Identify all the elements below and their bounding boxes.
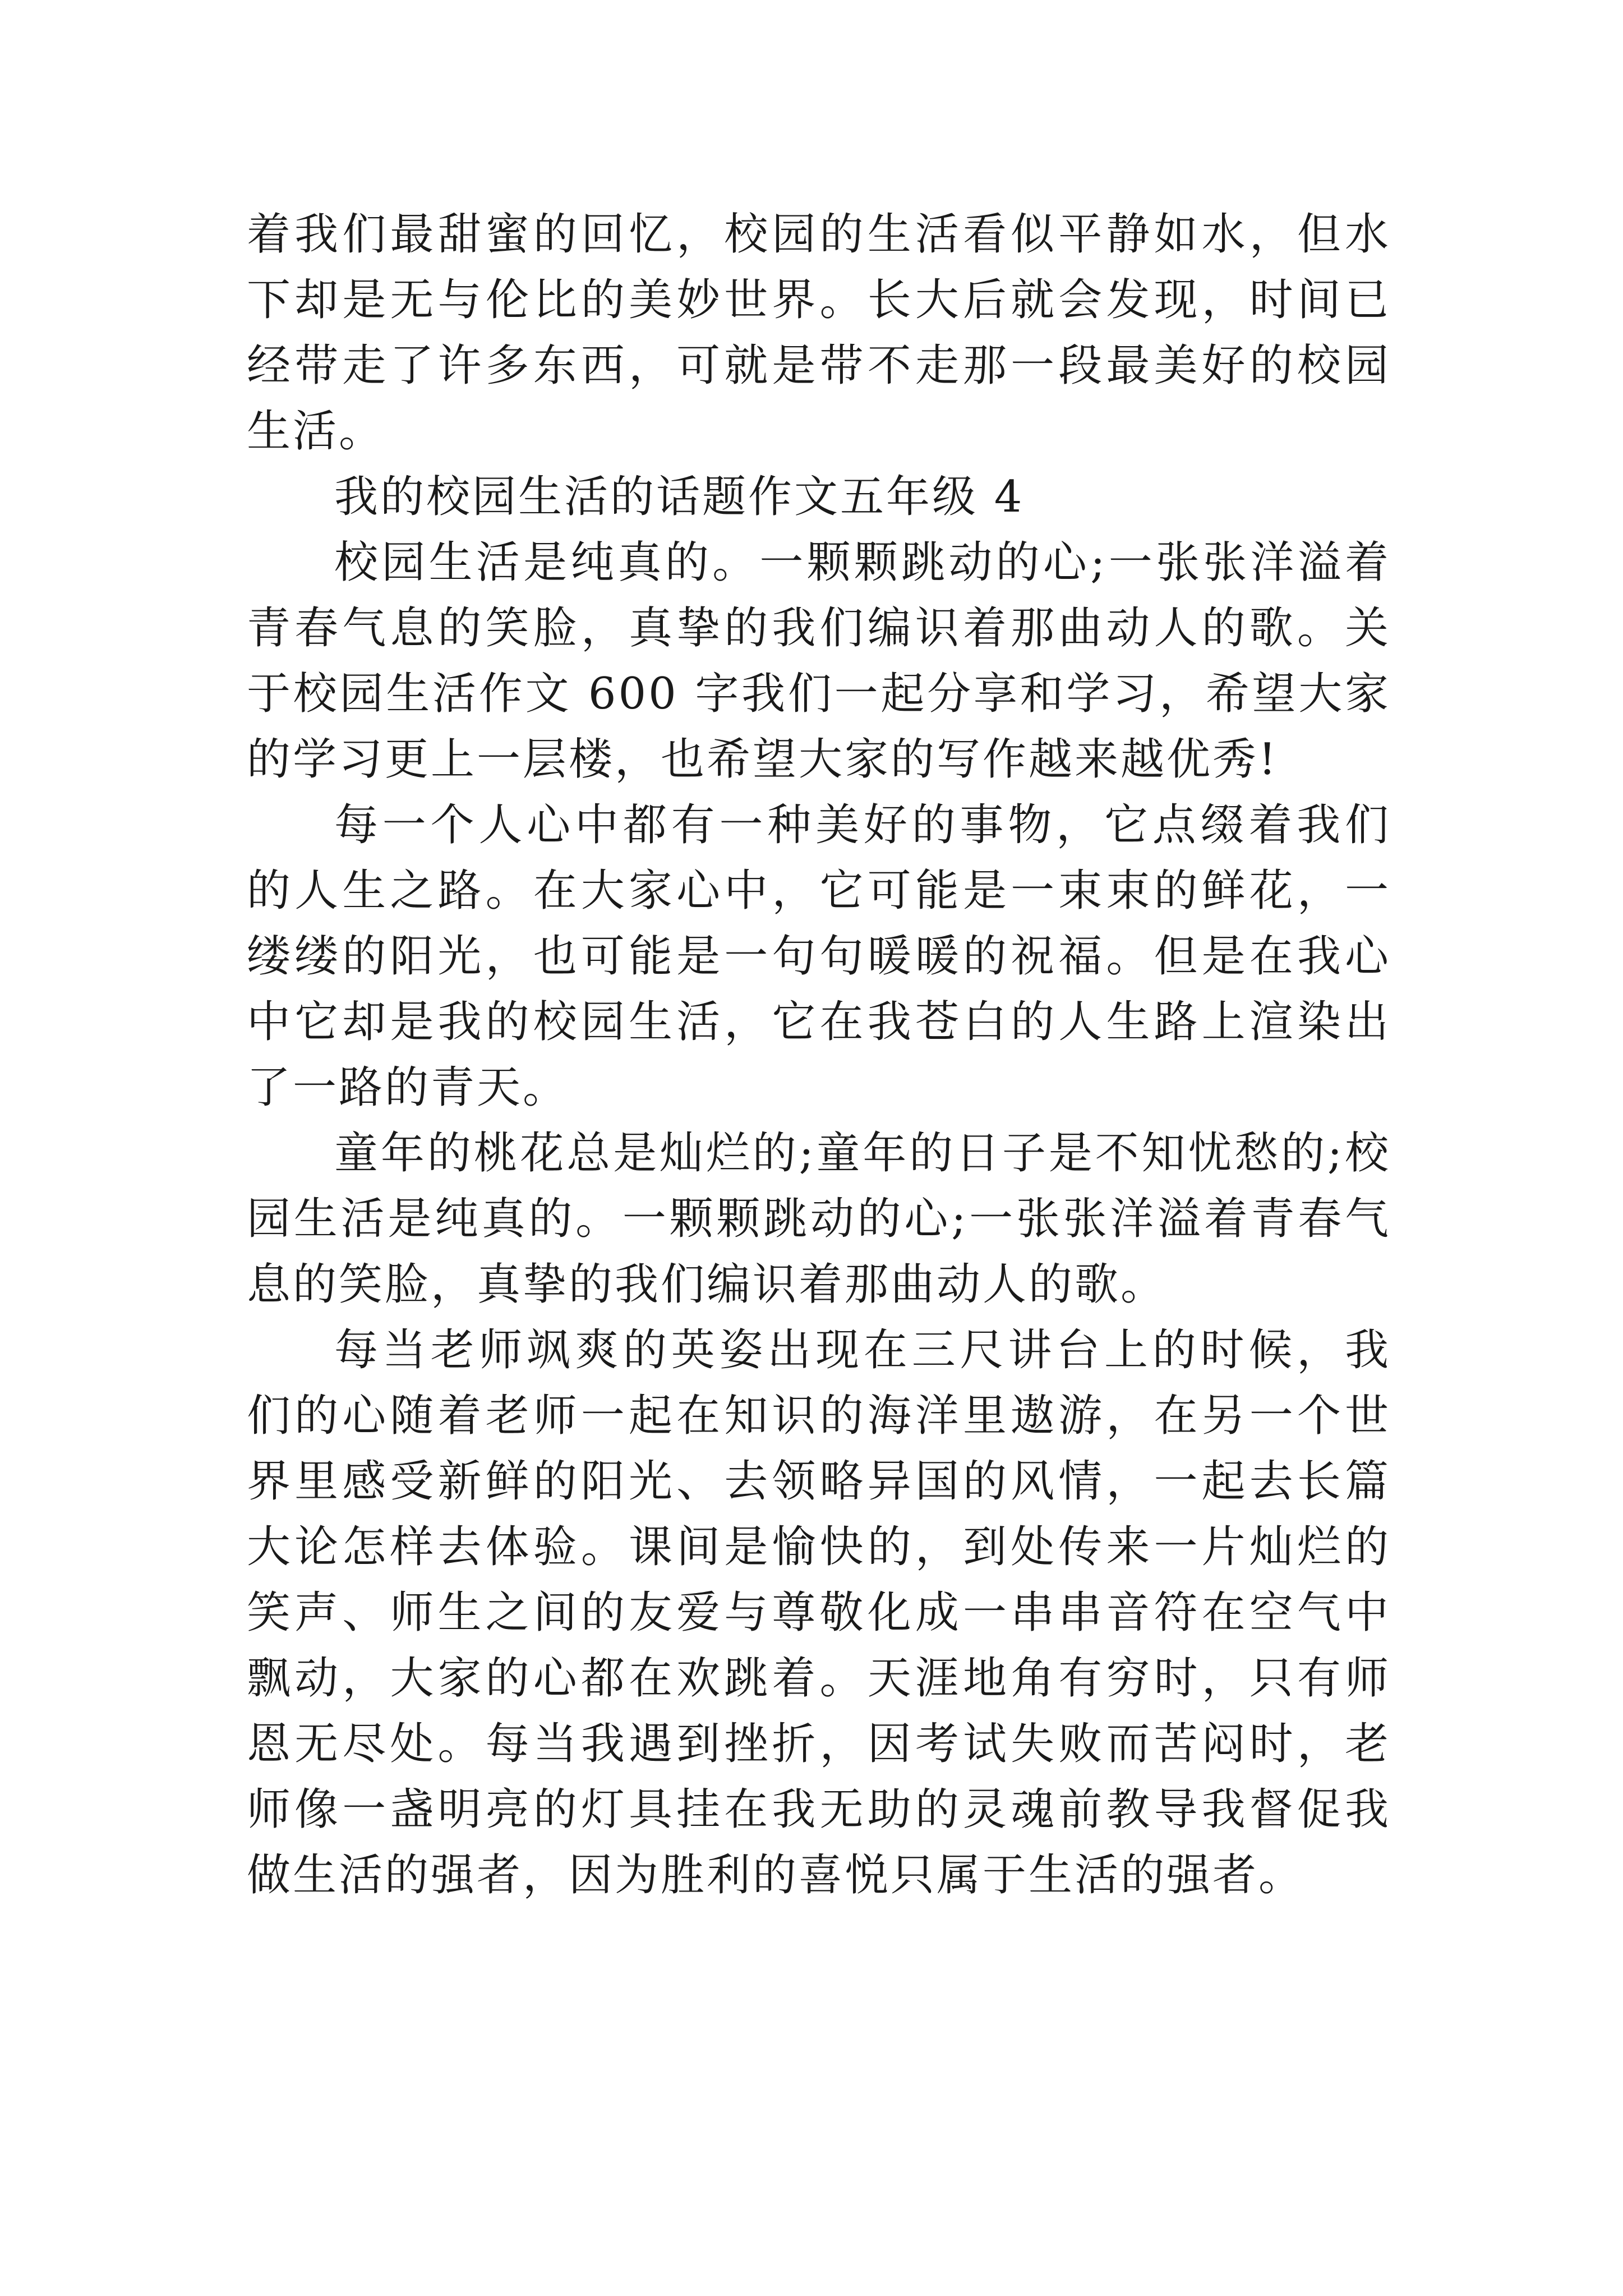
paragraph: 每当老师飒爽的英姿出现在三尺讲台上的时候，我们的心随着老师一起在知识的海洋里遨游，在另一个世界里感受新鲜的阳光、去领略异国的风情，一起去长篇大论怎样去体验。课间是愉快的，到处传来一片灿烂的笑声、师生之间的友爱与尊敬化成一串串音符在空气中飘动，大家的心都在欢跳着。天涯地角有穷时，只有师恩无尽处。每当我遇到挫折，因考试失败而苦闷时，老师像一盏明亮的灯具挂在我无助的灵魂前教导我督促我做生活的强者，因为胜利的喜悦只属于生活的强者。: [247, 1325, 1391, 1901]
document-body: [247, 202, 1391, 1908]
section-heading: 我的校园生活的话题作文五年级 4: [334, 472, 1025, 522]
paragraph-continuation: 着我们最甜蜜的回忆，校园的生活看似平静如水，但水下却是无与伦比的美妙世界。长大后就会发现，时间已经带走了许多东西，可就是带不走那一段最美好的校园生活。: [247, 209, 1391, 457]
paragraph: 每一个人心中都有一种美好的事物，它点缀着我们的人生之路。在大家心中，它可能是一束束的鲜花，一缕缕的阳光，也可能是一句句暖暖的祝福。但是在我心中它却是我的校园生活，它在我苍白的人生路上渲染出了一路的青天。: [247, 800, 1391, 1113]
paragraph: 童年的桃花总是灿烂的;童年的日子是不知忧愁的;校园生活是纯真的。一颗颗跳动的心;一张张洋溢着青春气息的笑脸，真挚的我们编识着那曲动人的歌。: [247, 1128, 1391, 1310]
paragraph: 校园生活是纯真的。一颗颗跳动的心;一张张洋溢着青春气息的笑脸，真挚的我们编识着那曲动人的歌。关于校园生活作文 600 字我们一起分享和学习，希望大家的学习更上一层楼，也希望大家的写作越来越优秀!: [247, 537, 1391, 785]
